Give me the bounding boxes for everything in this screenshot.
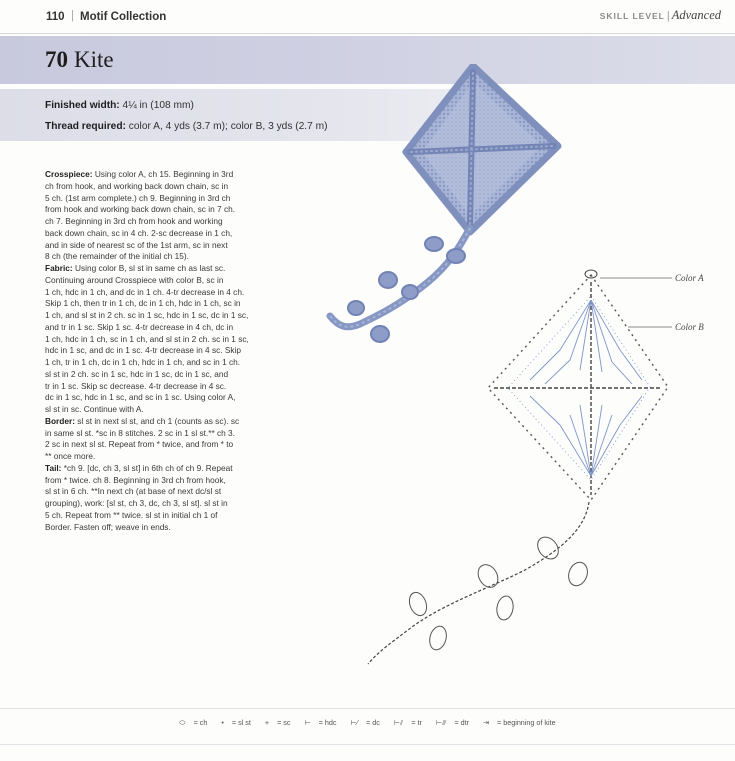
dc-symbol-icon: ⊢⁄ bbox=[350, 718, 358, 727]
sl-st-symbol-icon: • bbox=[221, 718, 224, 727]
instruction-line: from * twice. ch 8. Beginning in 3rd ch from hook, bbox=[45, 474, 226, 485]
legend-hdc-text: = hdc bbox=[318, 718, 337, 727]
finished-width bbox=[45, 100, 194, 111]
legend-dc bbox=[348, 718, 383, 727]
legend-tr bbox=[391, 718, 425, 727]
instruction-line: 8 ch (the remainder of the initial ch 15). bbox=[45, 251, 189, 262]
instruction-line: ** once more. bbox=[45, 451, 96, 461]
instruction-line: Using color A, ch 15. Beginning in 3rd bbox=[94, 169, 234, 179]
thread-required bbox=[45, 121, 328, 132]
fabric-label: Fabric: bbox=[45, 263, 73, 273]
legend-beginning bbox=[480, 718, 559, 727]
instruction-line: 5 ch. Repeat from ** twice. sl st in initial ch 1 of bbox=[45, 509, 218, 520]
legend-dc-text: = dc bbox=[366, 718, 380, 727]
instruction-line: 1 ch, and sl st in 2 ch. sc in 1 sc, hdc in 1 sc, dc in 1 sc, bbox=[45, 310, 249, 320]
label-color-b: Color B bbox=[675, 322, 704, 332]
legend-sl-st bbox=[218, 718, 254, 727]
instruction-line: from hook and working back down chain, sc in 7 ch. bbox=[45, 204, 236, 215]
skill-level-value: Advanced bbox=[671, 8, 721, 22]
tail-label: Tail: bbox=[45, 462, 62, 473]
instruction-line: 5 ch. (1st arm complete.) ch 9. Beginning in 3rd ch bbox=[45, 192, 231, 203]
instruction-line: ch 7. Beginning in 3rd ch from hook and working bbox=[45, 216, 223, 226]
beginning-arrow-icon: ⇥ bbox=[483, 718, 490, 727]
instruction-line: sl st in next sl st, and ch 1 (counts as sc). sc bbox=[77, 415, 240, 426]
instruction-line: sl st in sc. Continue with A. bbox=[45, 404, 144, 414]
legend-sc-text: = sc bbox=[277, 718, 291, 727]
dtr-symbol-icon: ⊢⫻ bbox=[435, 718, 447, 727]
legend-ch bbox=[176, 718, 210, 727]
instruction-line: sl st in 6 ch. **In next ch (at base of next dc/sl st bbox=[45, 486, 222, 497]
instruction-line: 2 sc in next sl st. Repeat from * twice, and from * to bbox=[45, 439, 234, 450]
instruction-line: ch from hook, and working back down chain, sc in bbox=[45, 180, 229, 191]
stitch-diagram bbox=[350, 262, 730, 672]
instruction-line: tr in 1 sc. Skip sc decrease. 4-tr decrease in 4 sc. bbox=[45, 380, 227, 391]
instruction-line: *ch 9. [dc, ch 3, sl st] in 6th ch of ch 9. Repeat bbox=[63, 462, 233, 473]
legend-hdc bbox=[301, 718, 339, 727]
instruction-line: Using color B, sl st in same ch as last sc. bbox=[74, 263, 226, 273]
page-number: 110 bbox=[46, 11, 65, 23]
stitch-legend bbox=[0, 718, 735, 728]
motif-name: Kite bbox=[74, 47, 114, 72]
section-title: Motif Collection bbox=[80, 11, 167, 23]
label-color-a: Color A bbox=[675, 273, 704, 283]
legend-divider bbox=[0, 708, 735, 709]
sc-symbol-icon: + bbox=[264, 718, 270, 727]
legend-dtr bbox=[433, 718, 472, 727]
width-label: Finished width: bbox=[45, 100, 120, 111]
crosspiece-label: Crosspiece: bbox=[45, 169, 93, 179]
thread-value: color A, 4 yds (3.7 m); color B, 3 yds (2.7 m) bbox=[128, 121, 328, 132]
header-divider bbox=[0, 33, 735, 34]
page-header bbox=[0, 0, 735, 34]
border-label: Border: bbox=[45, 415, 75, 426]
instructions bbox=[45, 169, 270, 533]
thread-label: Thread required: bbox=[45, 121, 126, 132]
legend-sl-st-text: = sl st bbox=[231, 718, 251, 727]
instruction-line: 1 ch, tr in 1 ch, dc in 1 ch, hdc in 1 ch, and sc in 1 ch. bbox=[45, 357, 241, 367]
instruction-line: back down chain, sc in 4 ch. 2-sc decrease in 1 ch, bbox=[45, 227, 233, 238]
legend-dtr-text: = dtr bbox=[454, 718, 469, 727]
instruction-line: Continuing around Crosspiece with color B, sc in bbox=[45, 274, 224, 285]
instruction-line: dc in 1 sc, hdc in 1 sc, and sc in 1 sc. Using color A, bbox=[45, 392, 236, 403]
legend-tr-text: = tr bbox=[411, 718, 422, 727]
legend-sc bbox=[262, 718, 294, 727]
instruction-line: in same sl st. *sc in 8 stitches. 2 sc in 1 sl st.** ch 3. bbox=[45, 427, 235, 438]
instruction-line: 1 ch, hdc in 1 ch, sc in 1 ch, and sl st in 2 ch. sc in 1 sc, bbox=[45, 333, 249, 344]
instruction-line: hdc in 1 sc, and dc in 1 sc. 4-tr decrease in 4 sc. Skip bbox=[45, 345, 241, 356]
hdc-symbol-icon: ⊢ bbox=[304, 718, 311, 727]
skill-level-separator: | bbox=[666, 10, 670, 22]
tr-symbol-icon: ⊢⫽ bbox=[393, 718, 404, 727]
legend-beginning-text: = beginning of kite bbox=[497, 718, 556, 727]
skill-level-label: SKILL LEVEL bbox=[599, 11, 665, 21]
instruction-line: and tr in 1 sc. Skip 1 sc. 4-tr decrease in 4 ch, dc in bbox=[45, 321, 234, 332]
instruction-line: Border. Fasten off; weave in ends. bbox=[45, 521, 171, 532]
instruction-line: Skip 1 ch, then tr in 1 ch, dc in 1 ch, hdc in 1 ch, sc in bbox=[45, 298, 241, 309]
instruction-line: sl st in 2 ch. sc in 1 sc, hdc in 1 sc, dc in 1 sc, and bbox=[45, 368, 229, 379]
instruction-line: 1 ch, hdc in 1 ch, and dc in 1 ch. 4-tr decrease in 4 ch. bbox=[45, 286, 245, 297]
skill-level bbox=[600, 8, 721, 23]
motif-title bbox=[45, 47, 114, 73]
header-separator: | bbox=[71, 10, 74, 22]
instruction-line: grouping), work: [sl st, ch 3, dc, ch 3, sl st]. sl st in bbox=[45, 498, 228, 508]
motif-number: 70 bbox=[45, 47, 68, 72]
legend-ch-text: = ch bbox=[193, 718, 208, 727]
footer-divider bbox=[0, 744, 735, 745]
ch-symbol-icon: ⬭ bbox=[179, 718, 186, 727]
width-value: 4¼ in (108 mm) bbox=[122, 100, 194, 111]
instruction-line: and in side of nearest sc of the 1st arm, sc in next bbox=[45, 239, 228, 250]
